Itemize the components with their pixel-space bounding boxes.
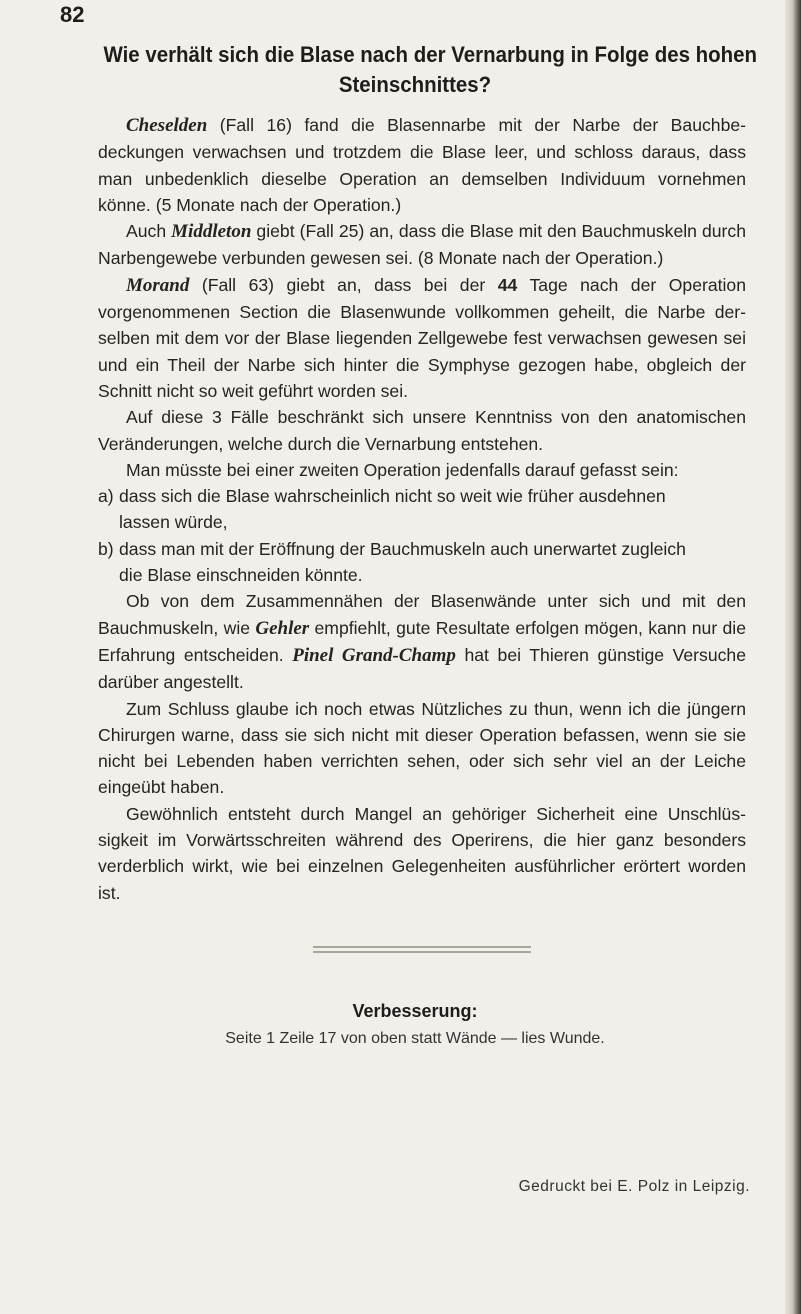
paragraph-text: hat bei Thieren günstige Versuche darüber angestellt. [98, 644, 746, 693]
correction-title: Verbesserung: [352, 1001, 478, 1021]
author-name-pinel: Pinel Grand-Champ [292, 644, 456, 666]
paragraph-text: empfiehlt, gute Resultate erfolgen mögen, kann nur die Erfahrung entscheiden. [98, 617, 746, 665]
correction-text: Seite 1 Zeile 17 von oben statt Wände — lies Wunde. [225, 1030, 605, 1047]
double-rule-divider [313, 946, 531, 956]
paragraph-indecision: Gewöhnlich entsteht durch Mangel an gehöriger Sicherheit eine Unschlüssigkeit im Vorwärtsschreiten während des Operirens, die hier ganz besonders verderblich wirkt, wie bei einzelnen Gelegenheiten ausführlicher erörtert worden ist. [98, 803, 746, 903]
paragraph-suturing [98, 588, 746, 695]
paragraph-text: (Fall 16) fand die Blasennarbe mit der Narbe der Bauchbedeckungen verwachsen und trotzdem die Blase leer, und schloss daraus, dass man unbedenklich dieselbe Operation an demselben Individuum vornehmen könne. (5 Monate nach der Operation.) [98, 115, 746, 215]
heading-line-1: Wie verhält sich die Blase nach der Vernarbung in Folge des hohen [103, 42, 758, 67]
section-heading [103, 40, 758, 100]
printer-imprint: Gedruckt bei E. Polz in Leipzig. [518, 1178, 750, 1195]
paragraph-middleton [98, 218, 746, 272]
list-item-text: dass sich die Blase wahrscheinlich nicht so weit wie früher ausdehnen [119, 486, 666, 507]
list-marker: a) [98, 486, 114, 507]
list-item-b [98, 536, 746, 589]
list-item-continuation: die Blase einschneiden könnte. [119, 565, 363, 586]
author-name-gehler: Gehler [255, 617, 310, 639]
list-marker: b) [98, 538, 114, 559]
author-name-morand: Morand [126, 274, 190, 296]
paragraph-text: (Fall 63) giebt an, dass bei der [189, 274, 498, 295]
heading-line-2: Steinschnittes? [338, 72, 492, 97]
paragraph-text: Tage nach der Operation vorgenommenen Section die Blasenwunde vollkommen geheilt, die Narbe derselben mit dem vor der Blase liegenden Zellgewebe fest verwachsen gewesen sei und ein Theil der Narbe sich hinter die Symphyse gezogen habe, obgleich der Schnitt nicht so weit geführt worden sei. [98, 274, 746, 401]
paragraph-text: Auch [126, 221, 172, 242]
page-number: 82 [60, 2, 85, 27]
author-name-cheselden: Cheselden [126, 115, 208, 136]
paragraph-morand [98, 272, 746, 404]
paragraph-text: giebt (Fall 25) an, dass die Blase mit den Bauchmuskeln durch Narbengewebe verbunden gewesen sei. (8 Monate nach der Operation.) [98, 221, 746, 269]
body-text [98, 112, 746, 906]
list-item-text: dass man mit der Eröffnung der Bauchmuskeln auch unerwartet zugleich [119, 538, 686, 559]
paragraph-conclusion: Zum Schluss glaube ich noch etwas Nützliches zu thun, wenn ich die jüngern Chirurgen warne, dass sie sich nicht mit dieser Operation befassen, wenn sie sie nicht bei Lebenden haben verrichten sehen, oder sich sehr viel an der Leiche eingeübt haben. [98, 698, 746, 798]
paragraph-second-operation: Man müsste bei einer zweiten Operation jedenfalls darauf gefasst sein: [126, 459, 679, 480]
paragraph-text: Ob von dem Zusammennähen der Blasenwände unter sich und mit den Bauchmuskeln, wie [98, 591, 746, 638]
author-name-middleton: Middleton [171, 221, 252, 243]
divider-line [313, 951, 531, 953]
page-edge-shadow [785, 0, 801, 1314]
paragraph-summary: Auf diese 3 Fälle beschränkt sich unsere Kenntniss von den anatomischen Veränderungen, welche durch die Vernarbung entstehen. [98, 407, 746, 454]
divider-line [313, 946, 531, 948]
list-item-a [98, 483, 746, 536]
paragraph-cheselden [98, 112, 746, 218]
bold-number: 44 [497, 274, 518, 295]
list-item-continuation: lassen würde, [119, 512, 228, 533]
